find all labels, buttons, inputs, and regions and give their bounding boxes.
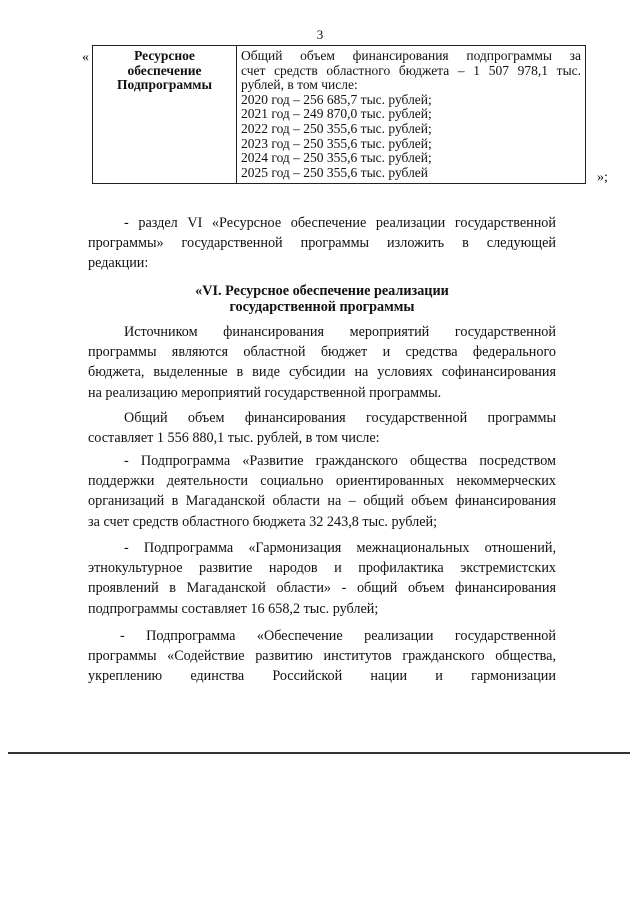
paragraph-line: поддержки деятельности социально ориентированных некоммерческих xyxy=(88,473,556,490)
paragraph-total-funding xyxy=(88,408,556,448)
funding-year-line: 2020 год – 256 685,7 тыс. рублей; xyxy=(241,91,432,107)
page-number: 3 xyxy=(316,27,324,42)
section-title-line: государственной программы xyxy=(229,299,415,315)
table-label-line: обеспечение xyxy=(127,62,202,78)
table-funding-cell xyxy=(237,46,586,184)
table-label-cell xyxy=(93,46,237,184)
paragraph-line: на реализацию мероприятий государственной программы. xyxy=(88,384,442,401)
funding-intro-line: счет средств областного бюджета – 1 507 978,1 тыс. xyxy=(241,62,581,78)
paragraph-line: - Подпрограмма «Обеспечение реализации государственной xyxy=(120,628,556,644)
funding-intro-line: рублей, в том числе: xyxy=(241,77,358,93)
paragraph-line: редакции: xyxy=(88,255,149,272)
closing-quote-mark: »; xyxy=(597,170,608,185)
paragraph-line: - Подпрограмма «Развитие гражданского общества посредством xyxy=(124,453,556,469)
paragraph-line: Источником финансирования мероприятий государственной xyxy=(124,324,556,340)
paragraph-line: проявлений в Магаданской области» - общий объем финансирования xyxy=(88,580,556,597)
paragraph-line: за счет средств областного бюджета 32 243,8 тыс. рублей; xyxy=(88,513,438,530)
paragraph-line: укреплению единства Российской нации и гармонизации xyxy=(88,668,556,685)
funding-year-line: 2022 год – 250 355,6 тыс. рублей; xyxy=(241,120,432,136)
table-label-line: Ресурсное xyxy=(134,48,195,63)
paragraph-line: бюджета, выделенные в виде субсидии на условиях софинансирования xyxy=(88,364,556,381)
paragraph-line: программы «Содействие развитию институтов гражданского общества, xyxy=(88,648,556,665)
paragraph-line: программы» государственной программы изложить в следующей xyxy=(88,235,556,252)
funding-year-line: 2025 год – 250 355,6 тыс. рублей xyxy=(241,164,429,180)
funding-year-line: 2024 год – 250 355,6 тыс. рублей; xyxy=(241,150,432,166)
paragraph-subprogram-interethnic xyxy=(88,538,556,619)
paragraph-line: программы являются областной бюджет и средства федерального xyxy=(88,344,556,361)
section-title xyxy=(88,283,556,315)
paragraph-subprogram-implementation xyxy=(88,626,556,687)
paragraph-section-change xyxy=(88,213,556,274)
table-label-line: Подпрограммы xyxy=(116,77,213,93)
paragraph-line: подпрограммы составляет 16 658,2 тыс. рублей; xyxy=(88,600,379,617)
funding-year-line: 2023 год – 250 355,6 тыс. рублей; xyxy=(241,135,432,151)
paragraph-line: составляет 1 556 880,1 тыс. рублей, в том числе: xyxy=(88,430,380,447)
section-title-line: «VI. Ресурсное обеспечение реализации xyxy=(195,283,449,299)
paragraph-line: этнокультурное развитие народов и профилактика экстремистских xyxy=(88,560,556,577)
funding-intro-line: Общий объем финансирования подпрограммы за xyxy=(241,48,581,63)
paragraph-line: организаций в Магаданской области на – общий объем финансирования xyxy=(88,493,556,510)
resource-table xyxy=(92,45,586,184)
page-bottom-rule xyxy=(8,752,630,754)
paragraph-subprogram-civil-society xyxy=(88,451,556,532)
opening-quote-mark: « xyxy=(82,50,89,65)
paragraph-line: Общий объем финансирования государственной программы xyxy=(124,410,556,426)
funding-year-line: 2021 год – 249 870,0 тыс. рублей; xyxy=(241,106,432,122)
paragraph-funding-sources xyxy=(88,322,556,403)
paragraph-line: - Подпрограмма «Гармонизация межнациональных отношений, xyxy=(124,540,556,556)
paragraph-line: - раздел VI «Ресурсное обеспечение реализации государственной xyxy=(124,215,556,231)
